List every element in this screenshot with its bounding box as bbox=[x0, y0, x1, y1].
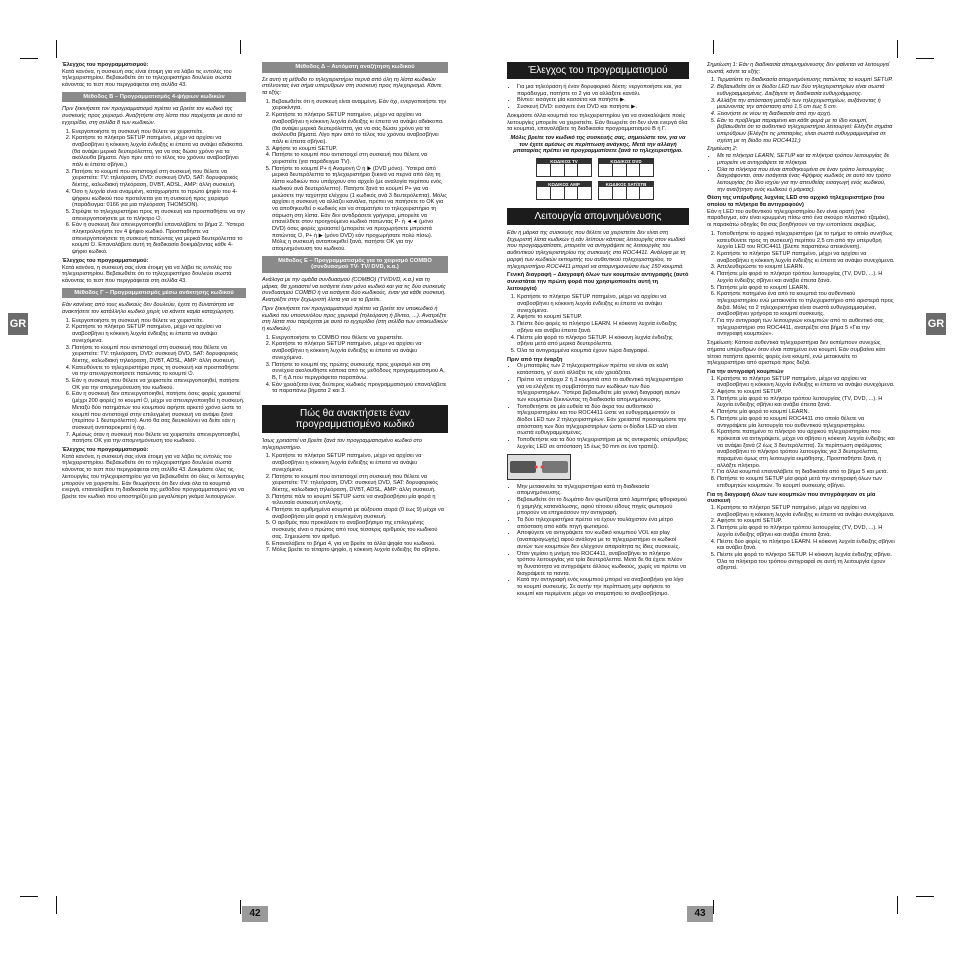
list-item: 6. Κρατήστε πατημένο ένα από τα κουμπιά του αυθεντικού τηλεχειριστηρίου ενώ μετακινείτε το τηλεχειριστήριο από αριστερά προς δεξιά. Μόλις τα 2 τηλεχειριστήρια είναι σωστά ευθυγραμμισμένα, αναβοσβήνει γρήγορα το κουμπί συσκευής. bbox=[717, 291, 895, 318]
bullet-list bbox=[707, 153, 895, 193]
list-item: 2. Κρατήστε το πλήκτρο SETUP πατημένο, μέχρι να αρχίσει να αναβοσβήνει η κόκκινη λυχνία ένδειξης κι έπειτα να ανάψει αδιάκοπα. (θα ανάψει μερικά δευτερόλεπτα, για να σας δώσει χρόνο για τα ακόλουθα βήματα. Λίγο πριν από το τέλος του χρόνου αναβοσβήνει πάλι κι έπειτα σβήνει). bbox=[272, 112, 448, 146]
crop-mark bbox=[897, 40, 898, 58]
bullet-list bbox=[507, 363, 689, 450]
list-item: 4. Πατήστε μία φορά το πλήκτρο τρόπου λειτουργίας (TV, DVD, ...). Η λυχνία ένδειξης σβήνει και ανάβει έπειτα ξανά. bbox=[717, 271, 895, 284]
list-item: • Αποφύγετε να αντιγράψετε τον κωδικό κουμπιού VOL και play (αναπαραγωγής) αφού ανάλογα με το τηλεχειριστήριο οι κωδικοί αυτών των κουμπιών δεν ελέγχουν απαραίτητα τις ίδιες συσκευές. bbox=[517, 530, 689, 550]
list-item: 1. Βεβαιωθείτε ότι η συσκευή είναι αναμμένη. Εάν όχι, ενεργοποιήστε την χειροκίνητα. bbox=[272, 99, 448, 112]
list-item: 6. Επαναλάβετε το βήμα 4, για να βρείτε τα άλλα ψηφία του κωδικού. bbox=[272, 541, 448, 548]
list-item: 7. Για άλλα κουμπιά επαναλάβετε τη διαδικασία από το βήμα 5 και μετά. bbox=[717, 469, 895, 476]
list-item: • Βίντεο: εισάγετε μία κασσέτα και πατήστε ▶. bbox=[517, 97, 689, 104]
crop-mark bbox=[240, 900, 241, 914]
list-item: 5. Πατήστε το κουμπί P+ ή Αναμονή ⏻ ή ▶ (DVD μόνο). Ύστερα από μερικά δευτερόλεπτα το τηλεχειριστήριο ξεκινά να περνά από όλη τη λίστα κωδικών που υπάρχουν στο αρχείο (με αναλογία περίπου ενός κωδικού ανά δευτερόλεπτο). Πατήστε ξανά το κουμπί P+ για να μειώσετε την ταχύτητα ελέγχου (1 κωδικός ανά 3 δευτερόλεπτα). Μόλις αρχίσει η συσκευή να αλλάζει κανάλια, πρέπει να πατήσετε το OK για να αποθηκευθεί ο κωδικός και να σταματήσει το τηλεχειριστήριο τη σάρωση στη λίστα. Εάν δεν αντιδράσετε γρήγορα, μπορείτε να επανέλθετε στον προηγούμενο κωδικό πατώντας P- ή ◄◄ (μόνο DVD) όσες φορές χρειαστεί (μπορείτε να προχωρήσετε μπροστά πατώντας ⏻, P+ ή ▶ (μόνο DVD) εάν προχωρήσατε πολύ πίσω). Μόλις η συσκευή ανταποκριθεί ξανά, πατήστε OK για την απομνημόνευση του κωδικού. bbox=[272, 166, 448, 253]
list-item: 2. Κρατήστε το πλήκτρο SETUP πατημένο, μέχρι να αρχίσει να αναβοσβήνει η κόκκινη λυχνία ένδειξης κι έπειτα να ανάψει συνεχόμενα. bbox=[72, 324, 246, 344]
list-item: 2. Αφήστε το κουμπί SETUP. bbox=[717, 389, 895, 396]
list-item: 4. Πατήστε τα αριθμημένα κουμπιά με αύξουσα σειρά (0 έως 9) μέχρι να αναβοσβήσει μία φορά η επιλεγμένη συσκευή. bbox=[272, 507, 448, 520]
list-item: 4. Πατήστε μία φορά το κουμπί LEARN. bbox=[717, 409, 895, 416]
list-item: 5. Όλα τα αντιγραμμένα κουμπιά έχουν τώρα διαγραφεί. bbox=[517, 348, 689, 355]
paragraph: Εάν η LED του αυθεντικού τηλεχειριστηρίου δεν είναι ορατή (για παράδειγμα, εάν είναι κρυμμένη πίσω από ένα σκούρο πλαστικό τζαμάκι), οι παρακάτω οδηγίες θα σας βοηθήσουν να την εντοπίσετε ακριβώς. bbox=[707, 208, 890, 229]
section-header-check: Έλεγχος του προγραμματισμού bbox=[507, 62, 689, 79]
list-item: 6. Εάν η συσκευή δεν απενεργοποιηθεί, πατήστε όσες φορές χρειαστεί (μέχρι 200 φορές) το κουμπί ⏻, μέχρι να απενεργοποιηθεί η συσκευή. Μεταξύ δύο πατημάτων του κουμπιού αφήστε αρκετό χρόνο ώστε το κουμπί που αντιστοιχεί στην επιλεγμένη συσκευή να ανάψει ξανά (περίπου 1 δευτερόλεπτο). Αυτό θα σας διευκολύνει να δείτε εάν η συσκευή αντιπαροκριτεί ή όχι. bbox=[72, 391, 246, 431]
paragraph: Μόλις βρείτε τον κωδικό της συσκευής σας, σημειώστε τον, για να τον έχετε αμέσως σε περίπτωση ανάγκης. Μετά την αλλαγή μπαταρίας πρέπει να προγραμματίσετε ξανά το τηλεχειριστήριο. bbox=[510, 134, 686, 155]
crop-mark bbox=[240, 40, 241, 54]
section-title: Για τη διαγραφή όλων των κουμπιών που αντιγράφηκαν σε μία συσκευή bbox=[707, 491, 876, 505]
list-item: 6. Κρατήστε πατημένο το πλήκτρο του αρχικού τηλεχειριστηρίου που πρόκειται να αντιγράψετε, μέχρι να σβήσει η κόκκινη λυχνία ένδειξης και να ανάψει ξανά (2 έως 3 δευτερόλεπτα). Σε περίπτωση σφάλματος αναβοσβήνει το πλήκτρο τρόπου λειτουργίας για 3 δευτερόλεπτα, παραμένει όμως στη λειτουργία εκμάθησης. Προσπαθήστε ξανά, ή αλλάξτε πλήκτρο. bbox=[717, 429, 895, 469]
list-item: 2. Αφήστε το κουμπί SETUP. bbox=[717, 518, 895, 525]
list-item: 3. Πιέστε δύο φορές το πλήκτρο LEARN. Η κόκκινη λυχνία ένδειξης σβήνει και ανάβει έπειτα ξανά. bbox=[517, 321, 689, 334]
section-title: Έλεγχος του προγραμματισμού: bbox=[62, 447, 149, 454]
list-item: 7. Μόλις βρείτε το τέταρτο ψηφίο, η κόκκινη λυχνία ένδειξης θα σβήσει. bbox=[272, 547, 448, 554]
list-item: 4. Κατευθύνετε το τηλεχειριστήριο προς τη συσκευή και προσπαθήστε να την απενεργοποιήσετε πατώντας το κουμπί ⏻. bbox=[72, 365, 246, 378]
section-title: Για την αντιγραφή κουμπιών bbox=[707, 368, 784, 375]
list-item: • Τα δύο τηλεχειριστήρια πρέπει να έχουν τουλάχιστον ένα μέτρο απόσταση από κάθε πηγή φωτισμού. bbox=[517, 517, 689, 530]
paragraph: Γενική διαγραφή – Διαγραφή όλων των κουμπιών αντιγραφής (αυτό συνιστάται την πρώτη φορά που χρησιμοποιείτε αυτή τη λειτουργία) bbox=[507, 272, 689, 292]
language-tab: GR bbox=[8, 313, 28, 335]
step-list bbox=[707, 231, 895, 338]
list-item: 3. Πατήστε το κουμπί που αντιστοιχεί στη συσκευή που θέλετε να χειριστείτε: TV: τηλεόραση, DVD: συσκευή DVD, SAT: δορυφορικός δέκτης, καλωδιακή τηλεόραση, DVBT, ADSL, AMP: άλλη συσκευή. bbox=[72, 169, 246, 189]
language-tab: GR bbox=[926, 313, 946, 335]
list-item: 1. Ενεργοποιήστε τη συσκευή που θέλετε να χειριστείτε. bbox=[72, 318, 246, 325]
list-item: • Μην μετακινείτε τα τηλεχειριστήρια κατά τη διαδικασία απομνημόνευσης. bbox=[517, 484, 689, 497]
crop-mark bbox=[713, 40, 714, 54]
paragraph: Πριν ξεκινήσετε τον προγραμματισμό πρέπει να βρείτε τον κωδικό της συσκευής προς χειρισμό. Αναζητήστε στη λίστα που παρέχεται με αυτό το εγχειρίδιο, στη σελίδα 8 των κωδικών. bbox=[62, 106, 243, 126]
list-item: 5. Στρέψτε το τηλεχειριστήριο προς τη συσκευή και προσπαθήστε να την απενεργοποιήσετε με το πλήκτρο ⏻. bbox=[72, 209, 246, 222]
step-list bbox=[62, 129, 246, 256]
list-item: 5. Εάν το πρόβλημα παραμένει και κάθε φορά με το ίδιο κουμπί, βεβαιωθείτε ότι το αυθεντικό τηλεχειριστήριο λειτουργεί: Ελέγξτε σημάτα υπερύθρων (Ελέγξτε τις μπαταρίες, είναι σωστά ευθυγραμμισμένα σε σχέση με τη δίοδο του ROC4411;) bbox=[717, 118, 895, 145]
list-item: 5. Πατήστε μία φορά το κουμπί ROC4411 στο οποίο θέλετε να αντιγράψετε μία λειτουργία του αυθεντικού τηλεχειριστηρίου. bbox=[717, 416, 895, 429]
list-item: 1. Τοποθετήστε το αρχικό τηλεχειριστήριο (με το τμήμα το οποίο συνήθως κατευθύνετε προς τη συσκευή) περίπου 2,5 cm από την υπέρυθρη λυχνία LED του ROC4411 (βλέπε παραπάνω απεικόνιση). bbox=[717, 231, 895, 251]
list-item: 4. Πατήστε το κουμπί που αντιστοιχεί στη συσκευή που θέλετε να χειριστείτε (για παράδειγμα TV). bbox=[272, 152, 448, 165]
section-title: Θέση της υπέρυθρης λυχνίας LED στο αρχικό τηλεχειριστήριο (του οποίου τα πλήκτρα θα αντιγραφούν) bbox=[707, 195, 885, 209]
list-item: 4. Πιέστε μία φορά το πλήκτρο SETUP. Η κόκκινη λυχνία ένδειξης σβήνει μετά από μερικά δευτερόλεπτα. bbox=[517, 335, 689, 348]
paragraph: Ίσως χρειαστεί να βρείτε ξανά τον προγραμματισμένο κωδικό στο τηλεχειριστήριο. bbox=[262, 438, 422, 451]
list-item: 4. Ξεκινήστε εκ νέου τη διαδικασία από την αρχή. bbox=[717, 111, 895, 118]
step-list bbox=[262, 335, 448, 395]
list-item: 6. Εάν η συσκευή δεν απενεργοποιηθεί επαναλάβετε το βήμα 2. Ύστερα πληκτρολογήστε τον 4 ψήφιο κωδικό. Προσπαθήστε να απενεργοποιήσετε τη συσκευή πατώντας για μερικά δευτερόλεπτα το κουμπί ⏻. Επαναλάβετε αυτή τη διαδικασία δοκιμάζοντας κάθε 4-ψήφιο κωδικό. bbox=[72, 222, 246, 256]
list-item: 1. Κρατήστε το πλήκτρο SETUP πατημένο, μέχρι να αρχίσει να αναβοσβήνει η κόκκινη λυχνία ένδειξης κι έπειτα να ανάψει συνεχόμενα. bbox=[517, 294, 689, 314]
list-item: 1. Ενεργοποιήστε το COMBO που θέλετε να χειριστείτε. bbox=[272, 335, 448, 342]
list-item: 5. Ο αριθμός που προκάλεσε το αναβοσβήσιμο της επιλεγμένης συσκευής είναι ο πρώτος από τους τέσσερις αριθμούς του κωδικού σας. Σημειώστε τον αριθμό. bbox=[272, 520, 448, 540]
list-item: • Κατά την αντιγραφή ενός κουμπιού μπορεί να αναβοσβήνει για λίγο το κουμπί συσκευής. Σε αυτήν την περίπτωση μην αφήσετε το κουμπί και περιμένετε μέχρι να σταματήσει το αναβοσβήσιμο. bbox=[517, 577, 689, 597]
list-item: 3. Απελευθερώστε το κουμπί LEARN. bbox=[717, 264, 895, 271]
list-item: 3. Πατήστε το κουμπί της πρώτης συσκευής προς χειρισμό και στη συνέχεια ακολουθήστε κάποια από τις μεθόδους προγραμματισμού Α, Β, Γ ή Δ που περιγράφεται παραπάνω. bbox=[272, 362, 448, 382]
list-item: 7. Για την αντιγραφή των λειτουργιών κουμπιών από το αυθεντικό σας τηλεχειριστήριο στο ROC4411, ανατρέξτε στα βήμα 5 «Για την αντιγραφή κουμπιών». bbox=[717, 318, 895, 338]
code-box-dvd: ΚΩΔΙΚΟΣ DVD bbox=[598, 158, 654, 177]
remote-alignment-illustration bbox=[507, 454, 571, 480]
column-4 bbox=[707, 62, 895, 574]
list-item: • Όταν γεμίσει η μνήμη του ROC4411, αναβοσβήνει το πλήκτρο τρόπου λειτουργίας για τρία δευτερόλεπτα. Μετά δε θα έχετε πλέον τη δυνατότητα να αντιγράψετε άλλους κωδικούς, χωρίς να πρέπει να διαγράψετε τα παντα. bbox=[517, 551, 689, 578]
list-item: 8. Πατήστε το κουμπί SETUP μία φορά μετά την αντιγραφή όλων των επιθυμητών κουμπιών. Το κουμπί συσκευής σβήνει. bbox=[717, 476, 895, 489]
step-list bbox=[707, 77, 895, 144]
crop-mark bbox=[916, 58, 934, 59]
list-item: • Τοποθετήστε σε μία ευθεία τα δύο άκρα του αυθεντικού τηλεχειριστηρίου και του ROC4411 ώστε να ευθυγραμμιστούν οι δίοδοι LED των 2 τηλεχειριστηρίων. Εάν χρειαστεί προσαρμόστε την απόσταση των δύο τηλεχειριστηρίων ώστε οι δίοδοι LED να είναι σωστά ευθυγραμμισμένες. bbox=[517, 404, 689, 438]
list-item: 1. Τερματίστε τη διαδικασία απομνημόνευσης πατώντας το κουμπί SETUP. bbox=[717, 77, 895, 84]
list-item: 4. Όσο η λυχνία είναι αναμμένη, καταχωρήστε το πρώτο ψηφίο του 4-ψήφιου κωδικού που προτείνεται για τη συσκευή προς χειρισμό (παράδειγμα: 0166 για μια τηλεόραση THOMSON). bbox=[72, 189, 246, 209]
list-item: • Για μια τηλεόραση ή έναν δορυφορικό δέκτη: νεργοποιήστε και, για παράδειγμα, πατήστε το 2 για να αλλάξετε κανάλι. bbox=[517, 84, 689, 97]
bullet-list bbox=[507, 484, 689, 598]
section-header-method-b: Μέθοδος Β – Προγραμματισμός 4-ψήφιων κωδικών bbox=[62, 92, 246, 103]
section-title: Πριν από την έναρξη bbox=[507, 356, 563, 363]
list-item: 3. Πατήστε μία φορά το πλήκτρο τρόπου λειτουργίας (TV, DVD, ...). Η λυχνία ένδειξης σβήνει και ανάβει έπειτα ξανά. bbox=[717, 525, 895, 538]
list-item: • Οι μπαταρίες των 2 τηλεχειριστηρίων πρέπει να είναι σε καλή κατάσταση, γι' αυτό αλλάξτε τις εάν χρειάζεται. bbox=[517, 363, 689, 376]
step-list bbox=[262, 453, 448, 554]
list-item: • Με τα πλήκτρα LEARN, SETUP και τα πλήκτρα τρόπου λειτουργίας δε μπορείτε να αντιγράψετε τα πλήκτρα. bbox=[717, 153, 895, 166]
step-list bbox=[507, 294, 689, 354]
page-43 bbox=[477, 0, 954, 954]
crop-mark bbox=[56, 896, 57, 914]
code-box-amp: ΚΩΔΙΚΟΣ AMP bbox=[536, 181, 592, 200]
list-item: 3. Πατήστε μία φορά το πλήκτρο τρόπου λειτουργίας (TV, DVD, ...). Η λυχνία ένδειξης σβήνει και ανάβει έπειτα ξανά. bbox=[717, 396, 895, 409]
paragraph: Σε αυτή τη μέθοδο το τηλεχειριστήριο περνά από όλη τη λίστα κωδικών στέλνοντας ένα σήμα υπέρυθρων στη συσκευή προς τηλεχειρισμό. Κάντε τα εξής: bbox=[262, 76, 442, 96]
paragraph: Εάν η μάρκα της συσκευής που θέλετε να χειριστείτε δεν είναι στη ξεχωριστή λίστα κωδικών ή εάν λείπουν κάποιες λειτουργίες στον κωδικό που προγραμματίσατε, μπορείτε να αντιγράψετε τις λειτουργίες του αυθεντικού τηλεχειριστηρίου της συσκευής στο ROC4411. Ανάλογα με τη μορφή των κωδικών εκπομπής του αυθεντικού τηλεχειριστηρίου, το τηλεχειριστήριο ROC4411 μπορεί να απομνημονεύσει έως 150 κουμπιά. bbox=[507, 230, 686, 270]
list-item: 5. Εάν η συσκευή που θέλετε να χειριστείτε απενεργοποιηθεί, πατήστε OK για την απομνημόνευση του κωδικού. bbox=[72, 378, 246, 391]
list-item: 1. Κρατήστε το πλήκτρο SETUP πατημένο, μέχρι να αρχίσει να αναβοσβήνει η κόκκινη λυχνία ένδειξης κι έπειτα να ανάψει συνεχόμενα. bbox=[717, 376, 895, 389]
list-item: 1. Κρατήστε το πλήκτρο SETUP πατημένο, μέχρι να αρχίσει να αναβοσβήνει η κόκκινη λυχνία ένδειξης κι έπειτα να ανάψει συνεχόμενα. bbox=[717, 505, 895, 518]
paragraph: Κατά κανόνα, η συσκευή σας είναι έτοιμη για να λάβει τις εντολές του τηλεχειριστηρίου. Βεβαιωθείτε ότι το τηλεχειριστήριο δουλεύει σωστά κάνοντας το τεστ που περιγράφεται στη σελίδα 43. bbox=[62, 264, 232, 284]
list-item: 2. Πατήστε το κουμπί που αντιστοιχεί στη συσκευή που θέλετε να χειριστείτε: TV: τηλεόραση, DVD: συσκευή DVD, SAT: δορυφορικός δέκτης, καλωδιακή τηλεόραση, DVBT, ADSL, AMP: άλλη συσκευή. bbox=[272, 474, 448, 494]
paragraph: Σημείωση: Κάποια αυθεντικά τηλεχειριστήρια δεν εκπέμπουν συνεχώς σήματα υπέρυθρων όταν είναι πατημένα ένα κουμπί. Εάν συμβαίνει κάτι τέτοιο πατήστε αρκετές φορές ένα κουμπί, ενώ μετακινείτε το τηλεχειριστήριο από αριστερά προς δεξιά. bbox=[707, 340, 886, 367]
note-title: Σημείωση 2: bbox=[707, 146, 738, 153]
column-2 bbox=[262, 62, 448, 556]
list-item: 2. Κρατήστε το πλήκτρο SETUP πατημένο, μέχρι να αρχίσει να αναβοσβήνει η κόκκινη λυχνία ένδειξης κι έπειτα να ανάψει συνεχόμενα. bbox=[717, 251, 895, 264]
crop-mark bbox=[916, 896, 934, 897]
list-item: 2. Αφήστε το κουμπί SETUP. bbox=[517, 314, 689, 321]
remote-icon bbox=[508, 455, 570, 479]
note-title: Σημείωση 1: Εάν η διαδικασία απομνημόνευσης δεν φαίνεται να λειτουργεί σωστά, κάντε τα εξής: bbox=[707, 62, 890, 75]
list-item: • Πρέπει να υπάρχει 2 ή 3 κουμπιά από το αυθεντικό τηλεχειριστήριο για να ελέγξετε τη συμβατότητα των κωδίκων των δύο τηλεχειριστηρίων. Ύστερα βεβαιωθείτε μία γενική διαγραφή αυτών των κουμπιών ξεκινώντας τη διαδικασία απομνημόνευσης. bbox=[517, 377, 689, 404]
list-item: • Βεβαιωθείτε ότι το δωμάτιο δεν φωτίζεται από λαμπτήρες φθορισμού ή χαμηλής κατανάλωσης, αφού τέτοιου είδους πηγές φωτισμού μπορούν να επηρεάσουν την αντιγραφή. bbox=[517, 497, 689, 517]
crop-mark bbox=[20, 58, 38, 59]
column-1 bbox=[62, 62, 246, 503]
step-list bbox=[62, 318, 246, 445]
list-item: 3. Αλλάξτε την απόσταση μεταξύ των τηλεχειριστηρίων, αυξάνοντας ή μειώνοντας την απόσταση από 1,5 cm έως 5 cm. bbox=[717, 98, 895, 111]
section-title: Έλεγχος του προγραμματισμού: bbox=[62, 62, 149, 68]
code-box-sat: ΚΩΔΙΚΟΣ SAT/STB bbox=[598, 181, 654, 200]
list-item: 3. Πατήστε το κουμπί που αντιστοιχεί στη συσκευή που θέλετε να χειριστείτε: TV: τηλεόραση, DVD: συσκευή DVD, SAT: δορυφορικός δέκτης, καλωδιακή τηλεόραση, DVBT, ADSL, AMP: άλλη συσκευή. bbox=[72, 345, 246, 365]
page-number: 42 bbox=[242, 906, 268, 922]
crop-mark bbox=[897, 896, 898, 914]
list-item: 7. Αμέσως όταν η συσκευή που θέλετε να χειριστείτε απενεργοποιηθεί, πατήστε OK για την απομνημόνευση του κωδικού. bbox=[72, 432, 246, 445]
paragraph: Κατά κανόνα, η συσκευή σας είναι έτοιμη για να λάβει τις εντολές του τηλεχειριστηρίου. Βεβαιωθείτε ότι το τηλεχειριστήριο δουλεύει σωστά κάνοντας το τεστ που περιγράφεται στη σελίδα 43. Δοκιμάστε όλες τις λειτουργίες του τηλεχειριστηρίου για να βεβαιωθείτε ότι όλες οι λειτουργίες μπορούν να χειριστείτε. Εάν θεωρήσετε ότι δεν είναι όλα τα κουμπιά ενεργά, επαναλάβετε τη διαδικασία της μεθόδου προγραμματισμού για να βρείτε τον κωδικό που υποστηρίζει μια μεγαλύτερη γκάμα λειτουργιών. bbox=[62, 453, 245, 500]
list-item: 1. Κρατήστε το πλήκτρο SETUP πατημένο, μέχρι να αρχίσει να αναβοσβήνει η κόκκινη λυχνία ένδειξης κι έπειτα να ανάψει συνεχόμενα. bbox=[272, 453, 448, 473]
bullet-list bbox=[507, 84, 689, 111]
paragraph: Δοκιμάστε όλλα κουμπιά του τηλεχειριστηρίου για να ανακαλύψετε ποιές λειτουργίες μπορείτε να χειριστείτε. Εάν θεωρείτε ότι δεν είναι ενεργά όλα τα κουμπιά, επαναλάβετε τη διαδικασία προγραμματισμού Β ή Γ. bbox=[507, 112, 688, 133]
list-item: 5. Πατήστε μία φορά το κουμπί LEARN. bbox=[717, 285, 895, 292]
step-list bbox=[707, 505, 895, 572]
list-item: 2. Κρατήστε το πλήκτρο SETUP πατημένο, μέχρι να αρχίσει να αναβοσβήνει η κόκκινη λυχνία ένδειξης κι έπειτα να ανάψει αδιάκοπα. (θα ανάψει μερικά δευτερόλεπτα, για να σας δώσει χρόνο για τα ακόλουθα βήματα. Λίγο πριν από το τέλος του χρόνου αναβοσβήνει πάλι κι έπειτα σβήνει.) bbox=[72, 135, 246, 169]
column-3 bbox=[507, 62, 689, 599]
section-header-method-d: Μέθοδος Δ – Αυτόματη αναζήτηση κωδικού bbox=[262, 62, 448, 73]
list-item: 4. Εάν χρειάζεται ένας δεύτερος κωδικός προγραμματισμού επαναλάβετε τα παραπάνω βήματα 2 και 3. bbox=[272, 382, 448, 395]
crop-mark bbox=[20, 896, 38, 897]
section-header-method-g: Μέθοδος Γ – Προγραμματισμός μέσω ανάκτησης κωδικού bbox=[62, 288, 246, 299]
crop-mark bbox=[56, 40, 57, 58]
list-item: 2. Κρατήστε το πλήκτρο SETUP πατημένο, μέχρι να αρχίσει να αναβοσβήνει η κόκκινη λυχνία ένδειξης κι έπειτα να ανάψει συνεχόμενα. bbox=[272, 341, 448, 361]
code-boxes bbox=[507, 158, 689, 204]
list-item: 5. Πιέστε μία φορά το πλήκτρο SETUP. Η κόκκινη λυχνία ένδειξης σβήνει. Όλα τα πλήκτρα του τρόπου αντιγραφαί σε αυτή τη λειτουργία έχουν σβηστεί. bbox=[717, 552, 895, 572]
code-box-tv: ΚΩΔΙΚΟΣ TV bbox=[536, 158, 592, 177]
crop-mark bbox=[713, 900, 714, 914]
step-list bbox=[707, 376, 895, 490]
list-item: 1. Ενεργοποιήστε τη συσκευή που θέλετε να χειριστείτε. bbox=[72, 129, 246, 136]
paragraph: Εάν κανένας από τους κωδικούς δεν δουλεύει, έχετε τη δυνατότητα να ανακτήσετε τον κατάλληλο κωδικό χειρίς να κάνετε καμία καταχώρηση. bbox=[62, 302, 235, 315]
list-item: • Όλα τα πλήκτρα που είναι αποθηκευμένα σε έναν τρόπο λειτουργίας διαγράφονται, όταν εισάγεται ένας 4ψήφιος κωδικός σε αυτό τον τρόπο λειτουργίας (το ίδιο ισχύει για την απευθείας εισαγωγή ενός κωδικού, την αναζήτηση ενός κωδικού ή μάρκας). bbox=[717, 167, 895, 194]
section-header-method-e: Μέθοδος Ε – Προγραμματισμός για το χειρισμό COMBO (συνδυασμού TV- TV/ DVD, κ.α.) bbox=[262, 256, 448, 273]
list-item: 3. Πατήστε πάλι το κουμπί SETUP ώστε να αναβοσβήσει μία φορά η τελευταία συσκευή επιλογής. bbox=[272, 494, 448, 507]
list-item: 4. Πιέστε δύο φορές το πλήκτρο LEARN. Η κόκκινη λυχνία ένδειξης σβήνει και ανάβει ξανά. bbox=[717, 539, 895, 552]
list-item: • Συσκευή DVD: εισάγετε ένα DVD και πατήστε ▶. bbox=[517, 104, 689, 111]
list-item: 2. Βεβαιωθείτε ότι οι δίοδοι LED των δύο τηλεχειριστηρίων είναι σωστά ευθυγραμμισμένες. Διεξάγετε τη διαδικασία ευθυγράμμισης. bbox=[717, 84, 895, 97]
section-header-learn: Λειτουργία απομνημόνευσης bbox=[507, 208, 689, 225]
list-item: 3. Αφήστε το κουμπί SETUP. bbox=[272, 146, 448, 153]
paragraph: Κατά κανόνα, η συσκευή σας είναι έτοιμη για να λάβει τις εντολές του τηλεχειριστηρίου. Βεβαιωθείτε ότι το τηλεχειριστήριο δουλεύει σωστά κάνοντας το τεστ που περιγράφεται στη σελίδα 43. bbox=[62, 68, 232, 89]
list-item: • Τοποθετήστε και τα δύο τηλεχειριστήρια με τις αντικριστές υπέρυθρες λυχνίες LED σε απόσταση 15 έως 50 mm σε ένα τραπέζι. bbox=[517, 437, 689, 450]
paragraph: Πριν ξεκινήσετε τον προγραμματισμό πρέπει να βρείτε τον υποκωδικό ή κωδικό του υποσυνόλου προς χειρισμό (τηλεόραση ή βίντεο, ...). Ανατρέξτε στη λίστα που παρέχεται με αυτό το εγχειρίδιο (στη σελίδα των υποκωδικών ή κωδικών). bbox=[262, 305, 448, 332]
page-number: 43 bbox=[687, 906, 713, 922]
paragraph: Ανάλογα με την ομάδα συνδυασμού (COMBO) (TV/DVD, κ.α.) και τη μάρκα, θα χρειαστεί να εισάγετε έναν μόνο κωδικό και για τις δύο συσκευές συνδυασμού COMBO ή να εισάγετε δύο κωδικούς, έναν για κάθε συσκευή. Ανατρέξτε στην ξεχωριστή λίστα για να το βρείτε. bbox=[262, 277, 446, 304]
section-title: Έλεγχος του προγραμματισμού: bbox=[62, 257, 149, 264]
section-header-retrieve-code: Πώς θα ανακτήσετε έναν προγραμματισμένο κωδικό bbox=[262, 405, 448, 433]
step-list bbox=[262, 99, 448, 253]
